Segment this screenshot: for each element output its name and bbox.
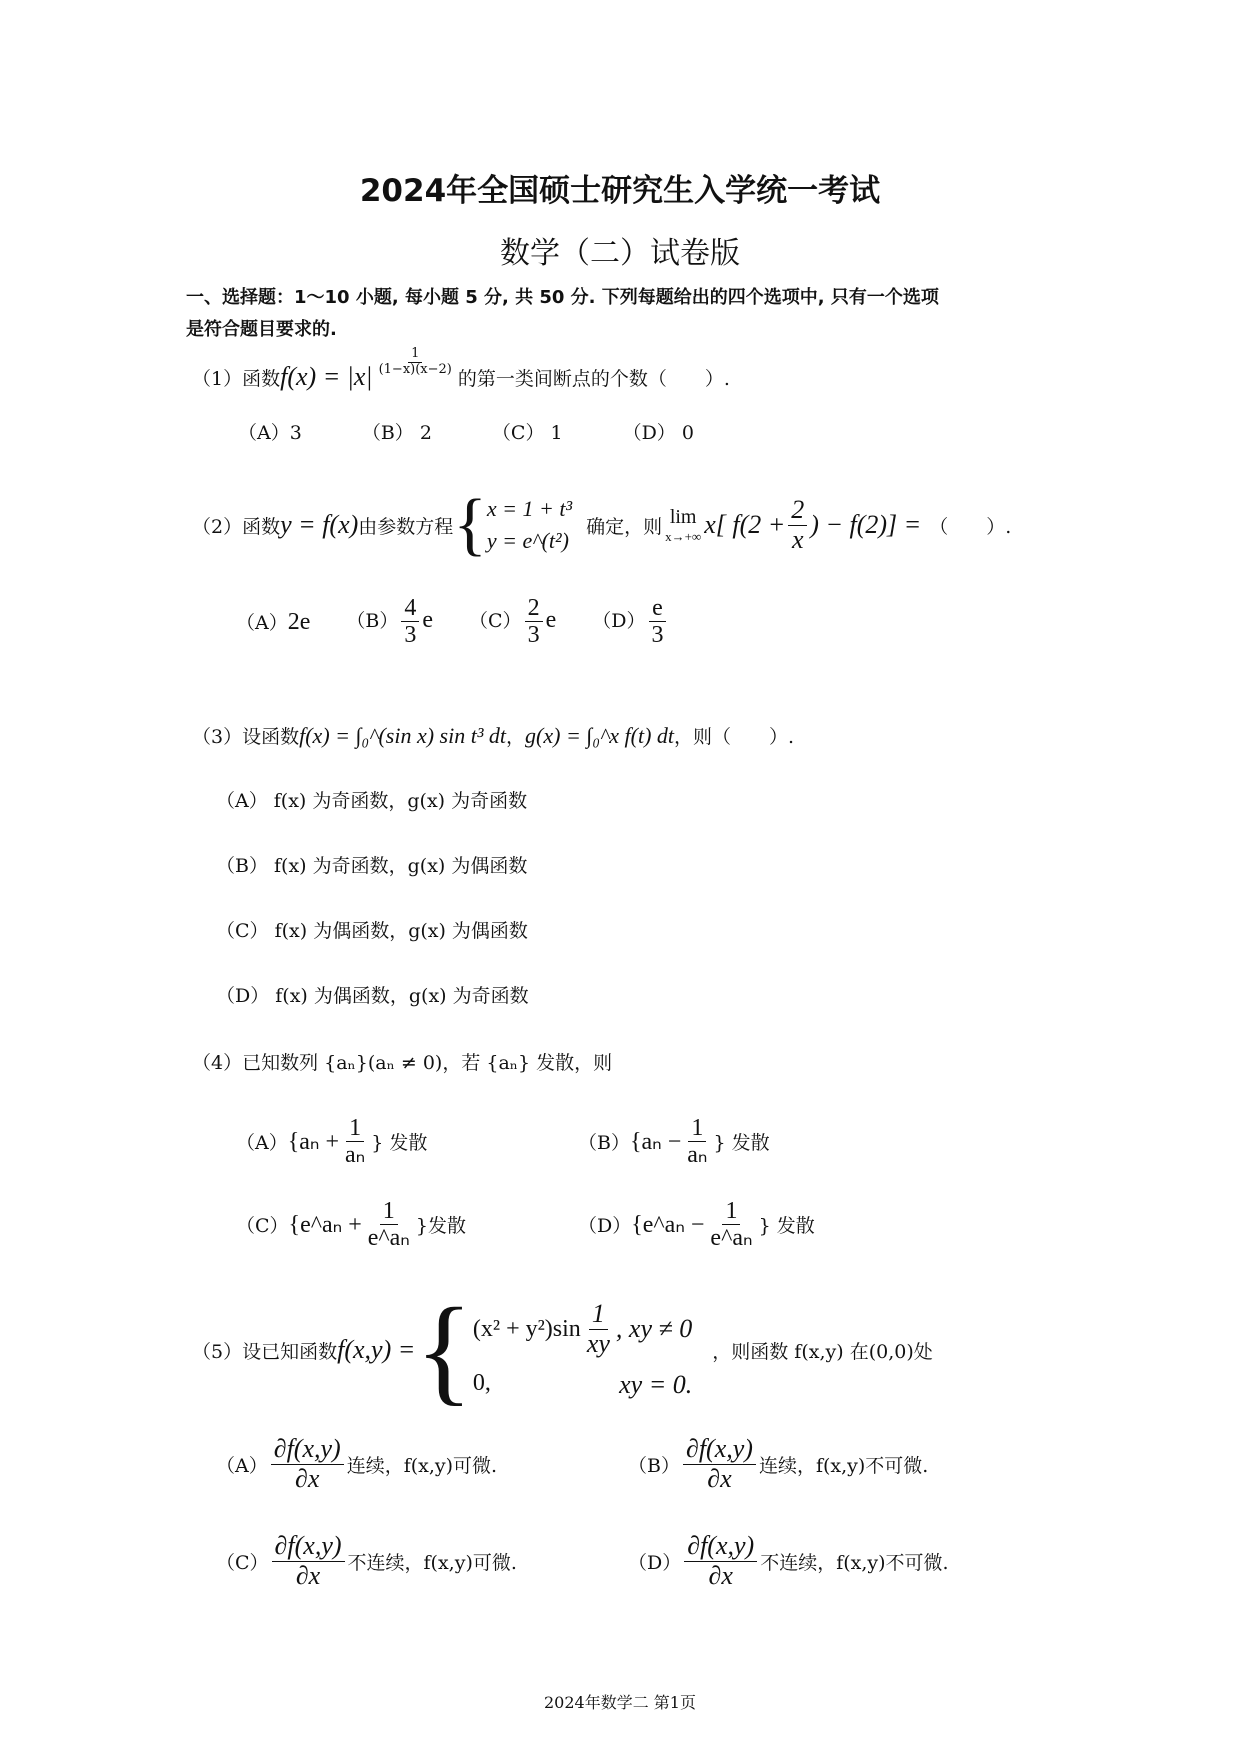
page-title: 2024年全国硕士研究生入学统一考试: [359, 173, 881, 209]
option-c: （C） {e^aₙ + $\frac{1}{\text{e\textasciicircum{}aₙ}}$ }发散: [236, 1198, 466, 1252]
piecewise-cases: (x² + y²)sin $\frac{1}{xy}$ , xy ≠ 0 0, xy = 0.: [472, 1298, 693, 1400]
option-c: （C） $\frac{\partial f(x,y)}{\partial x}$ 不连续，f(x,y)可微.: [216, 1531, 517, 1590]
option-b: （B） 2: [361, 422, 432, 444]
question-4: [192, 1048, 612, 1075]
option-d: （D） {e^aₙ − $\frac{1}{\text{e\textasciicircum{}aₙ}}$ } 发散: [578, 1198, 815, 1252]
parametric-equations: x = 1 + t³ y = e^(t²): [486, 496, 573, 553]
exponent-fraction: $\frac{1}{(1-x)(x-2)}$: [378, 346, 452, 377]
option-a: （A） f(x) 为奇函数，g(x) 为奇函数: [216, 790, 528, 812]
fraction: $\frac{2}{x}$: [788, 496, 807, 554]
option-b: （B） $\frac{4}{3}$ e: [346, 595, 434, 649]
question-1: [192, 346, 730, 392]
question-3: [192, 722, 794, 749]
question-text: 的第一类间断点的个数（ ）.: [457, 367, 730, 390]
question-text: 设函数: [242, 726, 300, 748]
brace: {: [453, 486, 487, 563]
q2-options: [236, 595, 669, 649]
question-text: 函数: [242, 367, 281, 390]
question-text: 确定，则: [586, 515, 663, 538]
section-line: 是符合题目要求的.: [186, 319, 337, 340]
option-c: （C） 1: [491, 422, 563, 444]
option-b: （B） f(x) 为奇函数，g(x) 为偶函数: [216, 855, 528, 877]
page-subtitle: 数学（二）试卷版: [500, 236, 740, 271]
question-text: ，则函数 f(x,y) 在(0,0)处: [712, 1340, 933, 1363]
formula: x[ f(2 +: [704, 510, 786, 539]
question-number: （2）: [192, 515, 243, 538]
question-2: [192, 486, 1012, 563]
question-number: （4）: [192, 1052, 243, 1074]
option-a: （A）3: [238, 422, 302, 444]
question-text: 已知数列 {aₙ}(aₙ ≠ 0)，若 {aₙ} 发散，则: [242, 1052, 613, 1074]
option-d: （D） f(x) 为偶函数，g(x) 为奇函数: [216, 985, 529, 1007]
formula: g(x) = ∫₀^x f(t) dt: [525, 722, 675, 748]
option-a: （A） {aₙ + $\frac{1}{\text{aₙ}}$ } 发散: [236, 1115, 428, 1169]
option-d: （D） 0: [622, 422, 694, 444]
option-d: （D） $\frac{e}{3}$: [592, 595, 669, 649]
section-line: 一、选择题：1～10 小题, 每小题 5 分, 共 50 分. 下列每题给出的四个选项中, 只有一个选项: [186, 287, 939, 308]
formula: f(x,y) =: [337, 1335, 416, 1364]
formula: y = f(x): [280, 510, 359, 539]
option-a: （A） $\frac{\partial f(x,y)}{\partial x}$ 连续，f(x,y)可微.: [216, 1434, 498, 1493]
limit: lim x→+∞: [665, 505, 702, 544]
option-d: （D） $\frac{\partial f(x,y)}{\partial x}$ 不连续，f(x,y)不可微.: [628, 1531, 949, 1590]
option-b: （B） $\frac{\partial f(x,y)}{\partial x}$ 连续，f(x,y)不可微.: [628, 1434, 929, 1493]
page-footer: 2024年数学二 第1页: [544, 1693, 696, 1712]
question-text: 设已知函数: [242, 1340, 338, 1363]
question-text: ，则（ ）.: [674, 726, 795, 748]
brace: {: [415, 1283, 473, 1416]
question-number: （3）: [192, 726, 243, 748]
formula: f(x) = |x|: [280, 362, 373, 391]
q1-options: [238, 418, 694, 445]
question-number: （5）: [192, 1340, 243, 1363]
question-5: [192, 1283, 933, 1416]
question-text: 由参数方程: [358, 515, 454, 538]
formula: ) − f(2)] =: [810, 510, 922, 539]
formula: f(x) = ∫₀^(sin x) sin t³ dt: [299, 722, 507, 748]
option-c: （C） $\frac{2}{3}$ e: [469, 595, 557, 649]
section-heading: [186, 282, 939, 346]
answer-blank: （ ）.: [929, 515, 1012, 538]
option-a: （A）2e: [236, 608, 311, 635]
question-number: （1）: [192, 367, 243, 390]
separator: ，: [506, 726, 526, 748]
option-c: （C） f(x) 为偶函数，g(x) 为偶函数: [216, 920, 528, 942]
option-b: （B） {aₙ − $\frac{1}{\text{aₙ}}$ } 发散: [578, 1115, 770, 1169]
question-text: 函数: [242, 515, 281, 538]
